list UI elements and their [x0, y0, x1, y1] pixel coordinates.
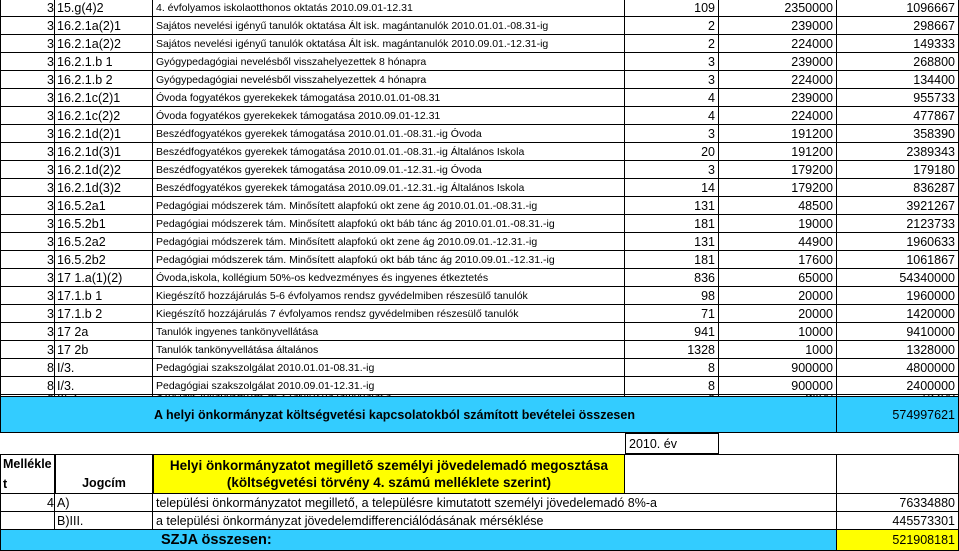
row-description: Beszédfogyatékos gyerekek támogatása 2010.01.01.-08.31.-ig Óvoda: [153, 125, 625, 143]
row-total: 1328000: [837, 341, 959, 359]
row-rate: 191200: [719, 143, 837, 161]
row-rate: 65000: [719, 269, 837, 287]
row-description: Pedagógiai módszerek tám. Minősített alapfokú okt báb tánc ág 2010.01.01.-08.31.-ig: [153, 215, 625, 233]
row-description: Pedagógiai módszerek tám. Minősített alapfokú okt zene ág 2010.09.01.-12.31.-ig: [153, 233, 625, 251]
row-col-a: 3: [0, 0, 55, 17]
table-row: [0, 287, 959, 305]
row-col-a: 3: [0, 17, 55, 35]
table-row: [0, 215, 959, 233]
row-total: 1960633: [837, 233, 959, 251]
row-rate: 191200: [719, 125, 837, 143]
table-row: [0, 125, 959, 143]
table-row: [0, 341, 959, 359]
row-quantity: 4: [625, 89, 719, 107]
row-description: Beszédfogyatékos gyerekek támogatása 2010.09.01.-12.31.-ig Általános Iskola: [153, 179, 625, 197]
row-description: 4. évfolyamos iskolaotthonos oktatás 2010.09.01-12.31: [153, 0, 625, 17]
header-title: Helyi önkormányzatot megillető személyi jövedelemadó megosztása (költségvetési törvény 4. számú melléklete szerint): [153, 454, 625, 494]
row-quantity: 3: [625, 125, 719, 143]
row-total: 149333: [837, 35, 959, 53]
szja-row-code: A): [55, 494, 153, 512]
table-row: [0, 89, 959, 107]
row-rate: 239000: [719, 53, 837, 71]
row-description: Pedagógiai módszerek tám. Minősített alapfokú okt báb tánc ág 2010.09.01.-12.31.-ig: [153, 251, 625, 269]
table-row: [0, 179, 959, 197]
row-col-a: 3: [0, 323, 55, 341]
row-total: 54340000: [837, 269, 959, 287]
row-rate: 17600: [719, 251, 837, 269]
row-col-a: 3: [0, 305, 55, 323]
szja-row: [0, 494, 959, 512]
szja-row-description: a települési önkormányzat jövedelemdifferenciálódásának mérséklése: [153, 512, 837, 530]
row-description: Beszédfogyatékos gyerekek támogatása 2010.01.01.-08.31.-ig Általános Iskola: [153, 143, 625, 161]
row-quantity: 836: [625, 269, 719, 287]
szja-total-value: 521908181: [837, 530, 959, 551]
row-col-a: 3: [0, 89, 55, 107]
row-code: 16.2.1.b 2: [55, 71, 153, 89]
row-rate: 224000: [719, 35, 837, 53]
row-code: 16.2.1.b 1: [55, 53, 153, 71]
row-description: Sajátos nevelési igényű tanulók oktatása Ált isk. magántanulók 2010.09.01.-12.31-ig: [153, 35, 625, 53]
row-quantity: 2: [625, 17, 719, 35]
table-row: [0, 71, 959, 89]
row-quantity: 181: [625, 251, 719, 269]
row-description: Tanulók tankönyvellátása általános: [153, 341, 625, 359]
row-description: Óvoda fogyatékos gyerekekek támogatása 2010.09.01-12.31: [153, 107, 625, 125]
row-total: 3921267: [837, 197, 959, 215]
row-description: Kiegészítő hozzájárulás 5-6 évfolyamos rendsz gyvédelmiben részesülő tanulók: [153, 287, 625, 305]
table-row: [0, 269, 959, 287]
row-quantity: 941: [625, 323, 719, 341]
row-quantity: 3: [625, 71, 719, 89]
table-row: [0, 377, 959, 395]
row-quantity: 3: [625, 161, 719, 179]
row-description: Pedagógiai szakszolgálat 2010.01.01-08.31.-ig: [153, 359, 625, 377]
szja-total-row: [0, 530, 959, 551]
row-code: 16.5.2b2: [55, 251, 153, 269]
szja-row: [0, 512, 959, 530]
row-code: 15.g(4)2: [55, 0, 153, 17]
row-total: 836287: [837, 179, 959, 197]
header-melleklet: Mellékle t: [0, 454, 55, 494]
row-code: 16.2.1d(2)1: [55, 125, 153, 143]
row-col-a: 3: [0, 233, 55, 251]
table-row: [0, 251, 959, 269]
row-total: 1096667: [837, 0, 959, 17]
row-col-a: 3: [0, 35, 55, 53]
header-blank-1: [625, 454, 837, 494]
row-code: I/3.: [55, 377, 153, 395]
row-description: Óvoda,iskola, kollégium 50%-os kedvezményes és ingyenes étkeztetés: [153, 269, 625, 287]
row-code: 17 2b: [55, 341, 153, 359]
row-code: 17.1.b 1: [55, 287, 153, 305]
row-code: 17 2a: [55, 323, 153, 341]
row-rate: 10000: [719, 323, 837, 341]
row-quantity: 4: [625, 107, 719, 125]
row-description: Óvoda fogyatékos gyerekekek támogatása 2010.01.01-08.31: [153, 89, 625, 107]
row-description: Gyógypedagógiai nevelésből visszahelyezettek 4 hónapra: [153, 71, 625, 89]
row-total: 358390: [837, 125, 959, 143]
table-row: [0, 143, 959, 161]
row-rate: 239000: [719, 89, 837, 107]
row-quantity: 131: [625, 233, 719, 251]
row-col-a: 8: [0, 359, 55, 377]
row-code: 16.5.2a1: [55, 197, 153, 215]
row-total: 4800000: [837, 359, 959, 377]
row-quantity: 8: [625, 377, 719, 395]
row-rate: 20000: [719, 305, 837, 323]
row-description: Pedagógiai módszerek tám. Minősített alapfokú okt zene ág 2010.01.01.-08.31.-ig: [153, 197, 625, 215]
row-col-a: 3: [0, 197, 55, 215]
summary-label: A helyi önkormányzat költségvetési kapcsolatokból számított bevételei összesen: [0, 397, 837, 433]
row-rate: 2350000: [719, 0, 837, 17]
row-total: 1420000: [837, 305, 959, 323]
table-row: [0, 305, 959, 323]
row-col-a: 3: [0, 53, 55, 71]
row-rate: 48500: [719, 197, 837, 215]
row-rate: 179200: [719, 179, 837, 197]
row-col-a: 3: [0, 143, 55, 161]
row-description: Gyógypedagógiai nevelésből visszahelyezettek 8 hónapra: [153, 53, 625, 71]
row-quantity: 2: [625, 35, 719, 53]
table-row: [0, 107, 959, 125]
table-row: [0, 359, 959, 377]
table-row: [0, 53, 959, 71]
row-col-a: 3: [0, 215, 55, 233]
row-quantity: 8: [625, 359, 719, 377]
row-total: 477867: [837, 107, 959, 125]
row-quantity: 20: [625, 143, 719, 161]
row-total: 2389343: [837, 143, 959, 161]
row-quantity: 3: [625, 53, 719, 71]
szja-row-total: 445573301: [837, 512, 959, 530]
row-col-a: 3: [0, 71, 55, 89]
szja-row-total: 76334880: [837, 494, 959, 512]
row-quantity: 109: [625, 0, 719, 17]
row-code: 17.1.b 2: [55, 305, 153, 323]
row-rate: 900000: [719, 377, 837, 395]
row-total: 179180: [837, 161, 959, 179]
szja-row-description: települési önkormányzatot megillető, a településre kimutatott személyi jövedelemadó 8%-a: [153, 494, 837, 512]
table-row: [0, 323, 959, 341]
row-col-a: 8: [0, 377, 55, 395]
row-rate: 239000: [719, 17, 837, 35]
row-description: Sajátos nevelési igényű tanulók oktatása Ált isk. magántanulók 2010.01.01.-08.31-ig: [153, 17, 625, 35]
row-rate: 900000: [719, 359, 837, 377]
row-total: 134400: [837, 71, 959, 89]
row-total: 2123733: [837, 215, 959, 233]
row-col-a: 3: [0, 341, 55, 359]
row-description: Tanulók ingyenes tankönyvellátása: [153, 323, 625, 341]
row-code: 16.2.1d(2)2: [55, 161, 153, 179]
table-row: [0, 17, 959, 35]
row-rate: 224000: [719, 71, 837, 89]
row-total: 1960000: [837, 287, 959, 305]
row-code: I/3.: [55, 359, 153, 377]
summary-row: [0, 397, 959, 433]
row-total: 298667: [837, 17, 959, 35]
row-col-a: 3: [0, 251, 55, 269]
row-code: 16.5.2b1: [55, 215, 153, 233]
row-col-a: 3: [0, 161, 55, 179]
szja-row-col-a: 4: [0, 494, 55, 512]
row-col-a: 3: [0, 287, 55, 305]
row-quantity: 1328: [625, 341, 719, 359]
row-col-a: 3: [0, 125, 55, 143]
row-code: 16.2.1d(3)2: [55, 179, 153, 197]
row-code: 16.2.1c(2)1: [55, 89, 153, 107]
row-col-a: 3: [0, 269, 55, 287]
table-row: [0, 233, 959, 251]
row-code: 16.2.1a(2)2: [55, 35, 153, 53]
row-total: 268800: [837, 53, 959, 71]
summary-value: 574997621: [837, 397, 959, 433]
row-code: 17 1.a(1)(2): [55, 269, 153, 287]
row-rate: 224000: [719, 107, 837, 125]
row-description: Pedagógiai szakszolgálat 2010.09.01-12.31.-ig: [153, 377, 625, 395]
szja-row-col-a: [0, 512, 55, 530]
header-jogcim: Jogcím: [55, 454, 153, 494]
header-blank-2: [837, 454, 959, 494]
row-total: 955733: [837, 89, 959, 107]
row-rate: 19000: [719, 215, 837, 233]
szja-total-label: SZJA összesen:: [0, 530, 837, 551]
row-total: 2400000: [837, 377, 959, 395]
row-rate: 20000: [719, 287, 837, 305]
year-header: 2010. év: [625, 433, 719, 454]
szja-row-code: B)III.: [55, 512, 153, 530]
row-code: 16.2.1c(2)2: [55, 107, 153, 125]
row-code: 16.2.1a(2)1: [55, 17, 153, 35]
row-total: 9410000: [837, 323, 959, 341]
row-quantity: 14: [625, 179, 719, 197]
row-rate: 179200: [719, 161, 837, 179]
row-quantity: 181: [625, 215, 719, 233]
table-row: [0, 0, 959, 17]
row-quantity: 71: [625, 305, 719, 323]
row-col-a: 3: [0, 107, 55, 125]
row-description: Kiegészítő hozzájárulás 7 évfolyamos rendsz gyvédelmiben részesülő tanulók: [153, 305, 625, 323]
table-row: [0, 197, 959, 215]
row-quantity: 131: [625, 197, 719, 215]
table-row: [0, 35, 959, 53]
table-row: [0, 161, 959, 179]
row-col-a: 3: [0, 179, 55, 197]
row-rate: 44900: [719, 233, 837, 251]
row-code: 16.5.2a2: [55, 233, 153, 251]
row-total: 1061867: [837, 251, 959, 269]
row-rate: 1000: [719, 341, 837, 359]
row-description: Beszédfogyatékos gyerekek támogatása 2010.09.01.-12.31.-ig Óvoda: [153, 161, 625, 179]
row-code: 16.2.1d(3)1: [55, 143, 153, 161]
row-quantity: 98: [625, 287, 719, 305]
